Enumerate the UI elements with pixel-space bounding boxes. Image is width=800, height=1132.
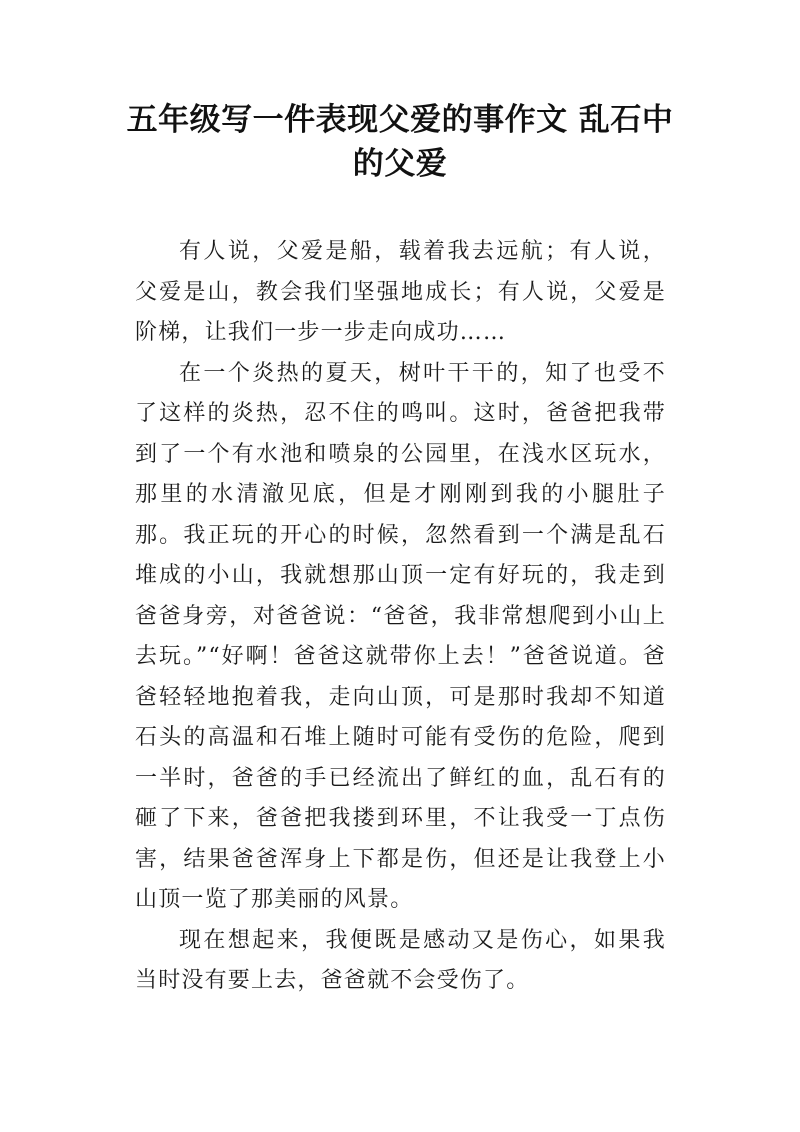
paragraph-1: 有人说，父爱是船，载着我去远航；有人说，父爱是山，教会我们坚强地成长；有人说，父爱是阶梯，让我们一步一步走向成功…… [135, 239, 666, 345]
document-title: 五年级写一件表现父爱的事作文 乱石中的父爱 [126, 102, 674, 182]
paragraph-2: 在一个炎热的夏天，树叶干干的，知了也受不了这样的炎热，忍不住的鸣叫。这时，爸爸把我带到了一个有水池和喷泉的公园里，在浅水区玩水，那里的水清澈见底，但是才刚刚到我的小腿肚子那。我正玩的开心的时候，忽然看到一个满是乱石堆成的小山，我就想那山顶一定有好玩的，我走到爸爸身旁，对爸爸说：“爸爸，我非常想爬到小山上去玩。”“好啊！爸爸这就带你上去！”爸爸说道。爸爸轻轻地抱着我，走向山顶，可是那时我却不知道石头的高温和石堆上随时可能有受伤的危险，爬到一半时，爸爸的手已经流出了鲜红的血，乱石有的砸了下来，爸爸把我搂到环里，不让我受一丁点伤害，结果爸爸浑身上下都是伤，但还是让我登上小山顶一览了那美丽的风景。 [135, 360, 666, 912]
document-body [135, 232, 666, 1002]
paragraph-3: 现在想起来，我便既是感动又是伤心，如果我当时没有要上去，爸爸就不会受伤了。 [135, 927, 666, 993]
